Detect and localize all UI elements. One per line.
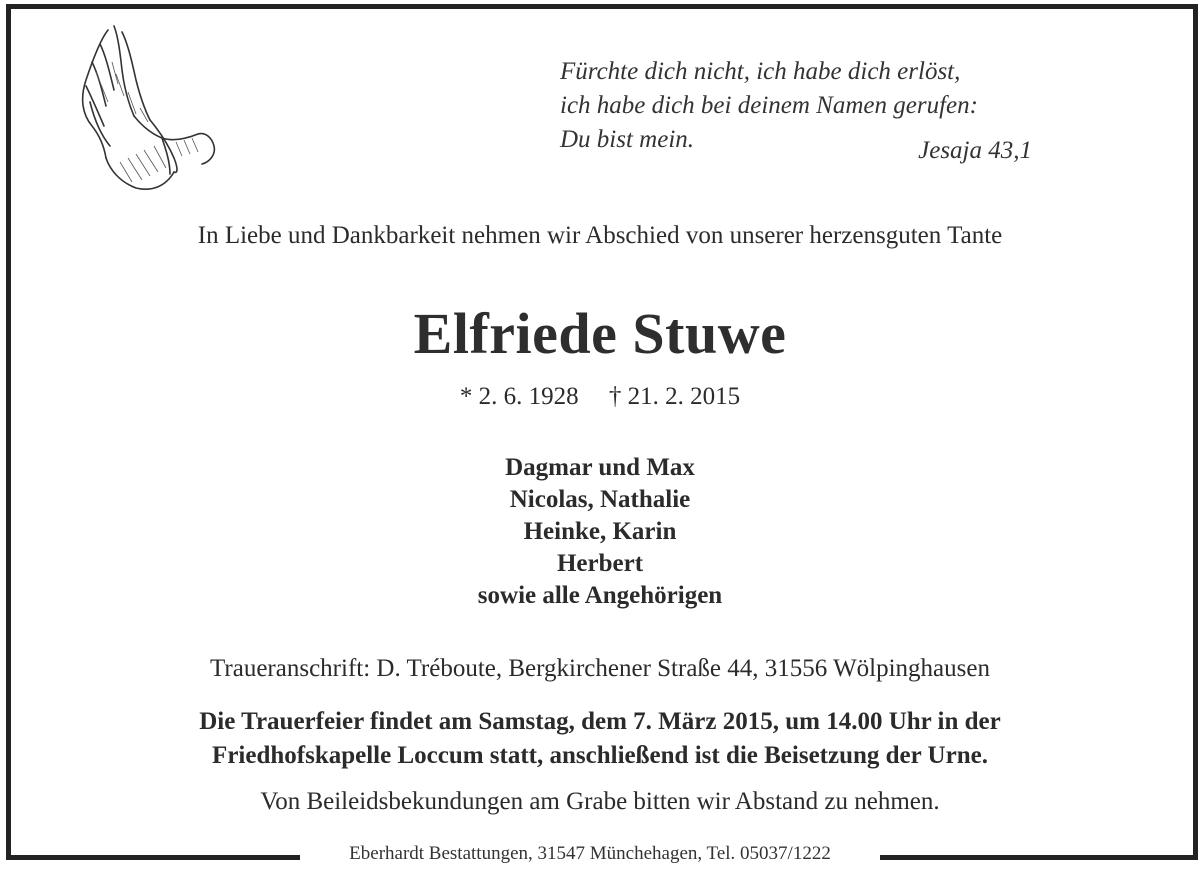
footer-undertaker: Eberhardt Bestattungen, 31547 Münchehagen, Tel. 05037/1222 <box>349 843 831 864</box>
verse-line: Fürchte dich nicht, ich habe dich erlöst, <box>560 58 961 85</box>
verse-line: ich habe dich bei deinem Namen gerufen: <box>560 92 978 119</box>
death-date: † 21. 2. 2015 <box>608 383 741 410</box>
mourner-line: Dagmar und Max <box>505 454 695 481</box>
mourners-list <box>0 452 1200 612</box>
funeral-service-info <box>0 705 1200 773</box>
verse-reference: Jesaja 43,1 <box>918 137 1032 164</box>
verse-line: Du bist mein. <box>560 126 695 153</box>
intro-text: In Liebe und Dankbarkeit nehmen wir Abschied von unserer herzensguten Tante <box>197 222 1003 249</box>
mourner-line: Heinke, Karin <box>523 518 677 545</box>
condolence-note: Von Beileidsbekundungen am Grabe bitten wir Abstand zu nehmen. <box>260 788 940 815</box>
praying-hands-icon <box>70 22 220 197</box>
mourning-address: Traueranschrift: D. Tréboute, Bergkirchener Straße 44, 31556 Wölpinghausen <box>210 655 990 682</box>
mourner-line: Herbert <box>556 550 644 577</box>
mourner-line: Nicolas, Nathalie <box>509 486 691 513</box>
service-line: Die Trauerfeier findet am Samstag, dem 7. März 2015, um 14.00 Uhr in der <box>199 708 1001 735</box>
birth-date: * 2. 6. 1928 <box>459 383 579 410</box>
service-line: Friedhofskapelle Loccum statt, anschließend ist die Beisetzung der Urne. <box>212 742 988 769</box>
mourner-line: sowie alle Angehörigen <box>477 582 723 609</box>
life-dates <box>0 383 1200 411</box>
deceased-name: Elfriede Stuwe <box>413 301 787 366</box>
